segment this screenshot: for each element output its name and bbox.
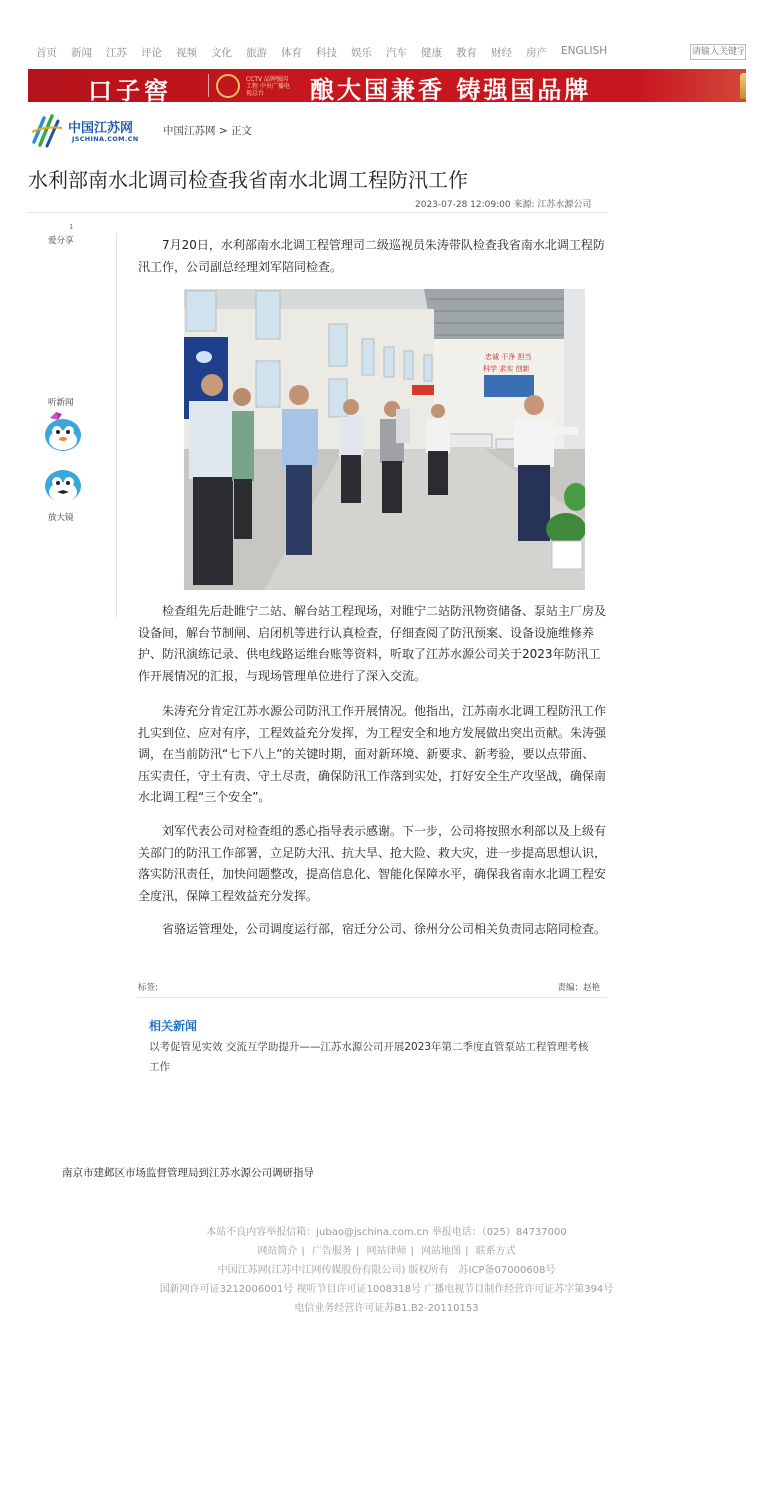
site-logo-icon[interactable] <box>30 112 64 148</box>
banner-brand-text: 口子窖 <box>88 76 172 102</box>
article-paragraph-4: 刘军代表公司对检查组的悉心指导表示感谢。下一步，公司将按照水利部以及上级有关部门的防汛工作部署，立足防大汛、抗大旱、抢大险、救大灾，进一步提高思想认识，落实防汛责任，加快问题整改，提高信息化、智能化保障水平，确保我省南水北调工程安全度汛，保障工程效益充分发挥。 <box>138 824 607 903</box>
breadcrumb <box>163 123 252 138</box>
share-count: 1 <box>69 223 74 231</box>
footer-licenses: 国新网许可证3212006001号 视听节目许可证1008318号 广播电视节目制作经营许可证苏字第394号 <box>159 1284 614 1295</box>
photo-wall-slogan-1: 忠诚 干净 担当 <box>485 353 532 361</box>
title-divider <box>28 212 608 213</box>
nav-item-tech[interactable]: 科技 <box>316 47 337 59</box>
liquor-bottle-icon <box>740 73 746 99</box>
nav-item-entertainment[interactable]: 娱乐 <box>351 47 372 59</box>
article-title: 水利部南水北调司检查我省南水北调工程防汛工作 <box>28 168 468 192</box>
nav-item-english[interactable]: ENGLISH <box>561 45 608 57</box>
site-logo-name[interactable]: 中国江苏网 <box>68 121 134 136</box>
footer-link-lawyer[interactable]: 网站律师 <box>366 1246 407 1257</box>
nav-item-auto[interactable]: 汽车 <box>386 47 407 59</box>
article-paragraph-1: 7月20日，水利部南水北调工程管理司二级巡视员朱涛带队检查我省南水北调工程防汛工作，公司副总经理刘军陪同检查。 <box>138 238 605 274</box>
article-paragraph-5: 省骆运管理处，公司调度运行部，宿迁分公司、徐州分公司相关负责同志陪同检查。 <box>162 922 607 936</box>
article-meta <box>415 197 591 210</box>
nav-item-video[interactable]: 视频 <box>176 47 197 59</box>
nav-item-finance[interactable]: 财经 <box>491 47 512 59</box>
site-logo-domain: JSCHINA.COM.CN <box>72 135 139 143</box>
related-news-title: 相关新闻 <box>149 1019 198 1033</box>
tags-divider <box>138 997 606 998</box>
photo-wall-slogan-2: 科学 求实 创新 <box>483 365 530 373</box>
article-source: 江苏水源公司 <box>537 200 592 210</box>
nav-item-culture[interactable]: 文化 <box>211 47 232 59</box>
magnifier-mascot-icon[interactable] <box>42 462 84 506</box>
banner-slogan: 酿大国兼香 铸强国品牌 <box>310 75 592 102</box>
related-news-link[interactable]: 以考促管见实效 交流互学助提升——江苏水源公司开展2023年第二季度直管泵站工程管理考核工作 <box>149 1041 589 1073</box>
nav-item-health[interactable]: 健康 <box>421 47 442 59</box>
editor-credit: 责编：赵艳 <box>557 983 600 993</box>
article-datetime: 2023-07-28 12:09:00 <box>415 200 511 210</box>
cctv-logo-icon <box>216 74 240 98</box>
next-article-link[interactable]: 南京市建邺区市场监督管理局到江苏水源公司调研指导 <box>62 1167 314 1179</box>
article-source-label: 来源: <box>513 200 535 210</box>
top-navigation <box>36 45 621 61</box>
nav-item-education[interactable]: 教育 <box>456 47 477 59</box>
site-footer <box>0 1223 773 1318</box>
nav-item-sports[interactable]: 体育 <box>281 47 302 59</box>
footer-telecom-license: 电信业务经营许可证苏B1.B2-20110153 <box>294 1303 479 1314</box>
nav-item-home[interactable]: 首页 <box>36 47 57 59</box>
footer-link-about[interactable]: 网站简介 <box>257 1246 298 1257</box>
nav-item-realestate[interactable]: 房产 <box>526 47 547 59</box>
article-paragraph-2: 检查组先后赴睢宁二站、解台站工程现场，对睢宁二站防汛物资储备、泵站主厂房及设备间，解台节制闸、启闭机等进行认真检查，仔细查阅了防汛预案、设备设施维修养护、防汛演练记录、供电线路运维台账等资料，听取了江苏水源公司关于2023年防汛工作开展情况的汇报，与现场管理单位进行了深入交流。 <box>138 604 607 683</box>
footer-report-line: 本站不良内容举报信箱：jubao@jschina.com.cn 举报电话：（025）84737000 <box>206 1227 567 1238</box>
breadcrumb-home-link[interactable]: 中国江苏网 <box>163 125 216 137</box>
listen-news-mascot-icon[interactable] <box>42 410 84 454</box>
footer-link-sitemap[interactable]: 网站地图 <box>421 1246 462 1257</box>
footer-link-contact[interactable]: 联系方式 <box>475 1246 516 1257</box>
tags-label: 标签: <box>138 983 158 993</box>
footer-copyright: 中国江苏网(江苏中江网传媒股份有限公司) 版权所有 苏ICP备07000608号 <box>217 1265 556 1276</box>
nav-item-comment[interactable]: 评论 <box>141 47 162 59</box>
nav-item-jiangsu[interactable]: 江苏 <box>106 47 127 59</box>
share-button[interactable]: 爱分享 <box>48 236 74 246</box>
sidebar-divider <box>116 233 117 618</box>
magnifier-label: 放大镜 <box>48 513 74 523</box>
footer-link-ads[interactable]: 广告服务 <box>311 1246 352 1257</box>
nav-item-travel[interactable]: 旅游 <box>246 47 267 59</box>
article-photo <box>184 289 585 590</box>
search-input[interactable] <box>690 44 746 60</box>
nav-item-news[interactable]: 新闻 <box>71 47 92 59</box>
breadcrumb-current: 正文 <box>231 125 252 137</box>
article-paragraph-3: 朱涛充分肯定江苏水源公司防汛工作开展情况。他指出，江苏南水北调工程防汛工作扎实到位、应对有序，工程效益充分发挥，为工程安全和地方发展做出突出贡献。朱涛强调，在当前防汛“七下八上”的关键时期，面对新环境、新要求、新考验，要以点带面、压实责任，守土有责、守土尽责，确保防汛工作落到实处，打好安全生产攻坚战，确保南水北调工程“三个安全”。 <box>138 704 607 804</box>
footer-links: 网站简介 | 广告服务 | 网站律师 | 网站地图 | 联系方式 <box>257 1246 516 1257</box>
ad-banner[interactable] <box>28 69 746 102</box>
listen-news-label: 听新闻 <box>48 398 74 408</box>
banner-logo-text: CCTV 品牌强国工程 中央广播电视总台 <box>246 76 290 97</box>
breadcrumb-separator: > <box>218 125 228 137</box>
banner-divider <box>208 74 209 97</box>
